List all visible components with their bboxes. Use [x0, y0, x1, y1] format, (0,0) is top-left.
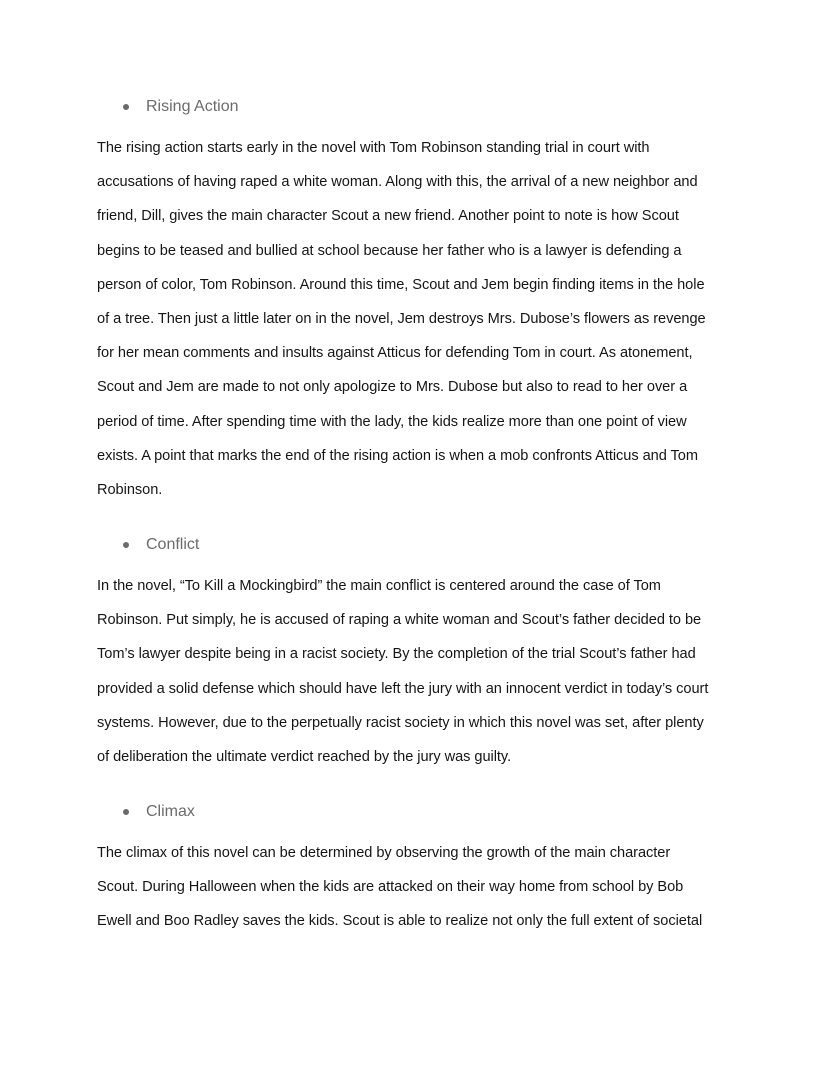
text-line: The rising action starts early in the novel with Tom Robinson standing trial in court with [97, 140, 650, 156]
section-heading [97, 95, 737, 119]
text-line: accusations of having raped a white woman. Along with this, the arrival of a new neighbor and [97, 174, 698, 191]
section-rising-action [97, 95, 737, 507]
text-line: of a tree. Then just a little later on in the novel, Jem destroys Mrs. Dubose’s flowers as revenge [97, 311, 706, 328]
text-line: Tom’s lawyer despite being in a racist society. By the completion of the trial Scout’s father had [97, 646, 696, 663]
bullet-icon [123, 104, 129, 110]
section-heading [97, 533, 737, 557]
text-line: of deliberation the ultimate verdict reached by the jury was guilty. [97, 749, 512, 766]
section-climax [97, 800, 737, 939]
paragraph [97, 836, 737, 939]
text-line: begins to be teased and bullied at school because her father who is a lawyer is defending a [97, 242, 682, 259]
section-heading [97, 800, 737, 824]
text-line: person of color, Tom Robinson. Around this time, Scout and Jem begin finding items in the hole [97, 276, 705, 293]
text-line: The climax of this novel can be determined by observing the growth of the main character [97, 845, 671, 861]
text-line: Scout. During Halloween when the kids are attacked on their way home from school by Bob [97, 879, 684, 896]
text-line: friend, Dill, gives the main character Scout a new friend. Another point to note is how Scout [97, 208, 679, 225]
paragraph [97, 569, 737, 774]
bullet-icon [123, 542, 129, 548]
text-line: Robinson. [97, 482, 163, 499]
text-line: Robinson. Put simply, he is accused of raping a white woman and Scout’s father decided to be [97, 612, 702, 629]
text-line: period of time. After spending time with the lady, the kids realize more than one point of view [97, 413, 687, 430]
text-line: Scout and Jem are made to not only apologize to Mrs. Dubose but also to read to her over a [97, 379, 688, 396]
text-line: for her mean comments and insults against Atticus for defending Tom in court. As atonement, [97, 345, 693, 362]
text-line: systems. However, due to the perpetually racist society in which this novel was set, after plenty [97, 714, 704, 731]
heading-text: Rising Action [146, 98, 239, 115]
paragraph [97, 131, 737, 507]
text-line: Ewell and Boo Radley saves the kids. Scout is able to realize not only the full extent of societal [97, 913, 703, 930]
text-line: provided a solid defense which should have left the jury with an innocent verdict in today’s court [97, 680, 709, 697]
bullet-icon [123, 809, 129, 815]
heading-text: Climax [146, 803, 195, 820]
text-line: In the novel, “To Kill a Mockingbird” the main conflict is centered around the case of Tom [97, 578, 661, 594]
section-conflict [97, 533, 737, 774]
heading-text: Conflict [146, 536, 200, 553]
text-line: exists. A point that marks the end of the rising action is when a mob confronts Atticus and Tom [97, 447, 698, 464]
